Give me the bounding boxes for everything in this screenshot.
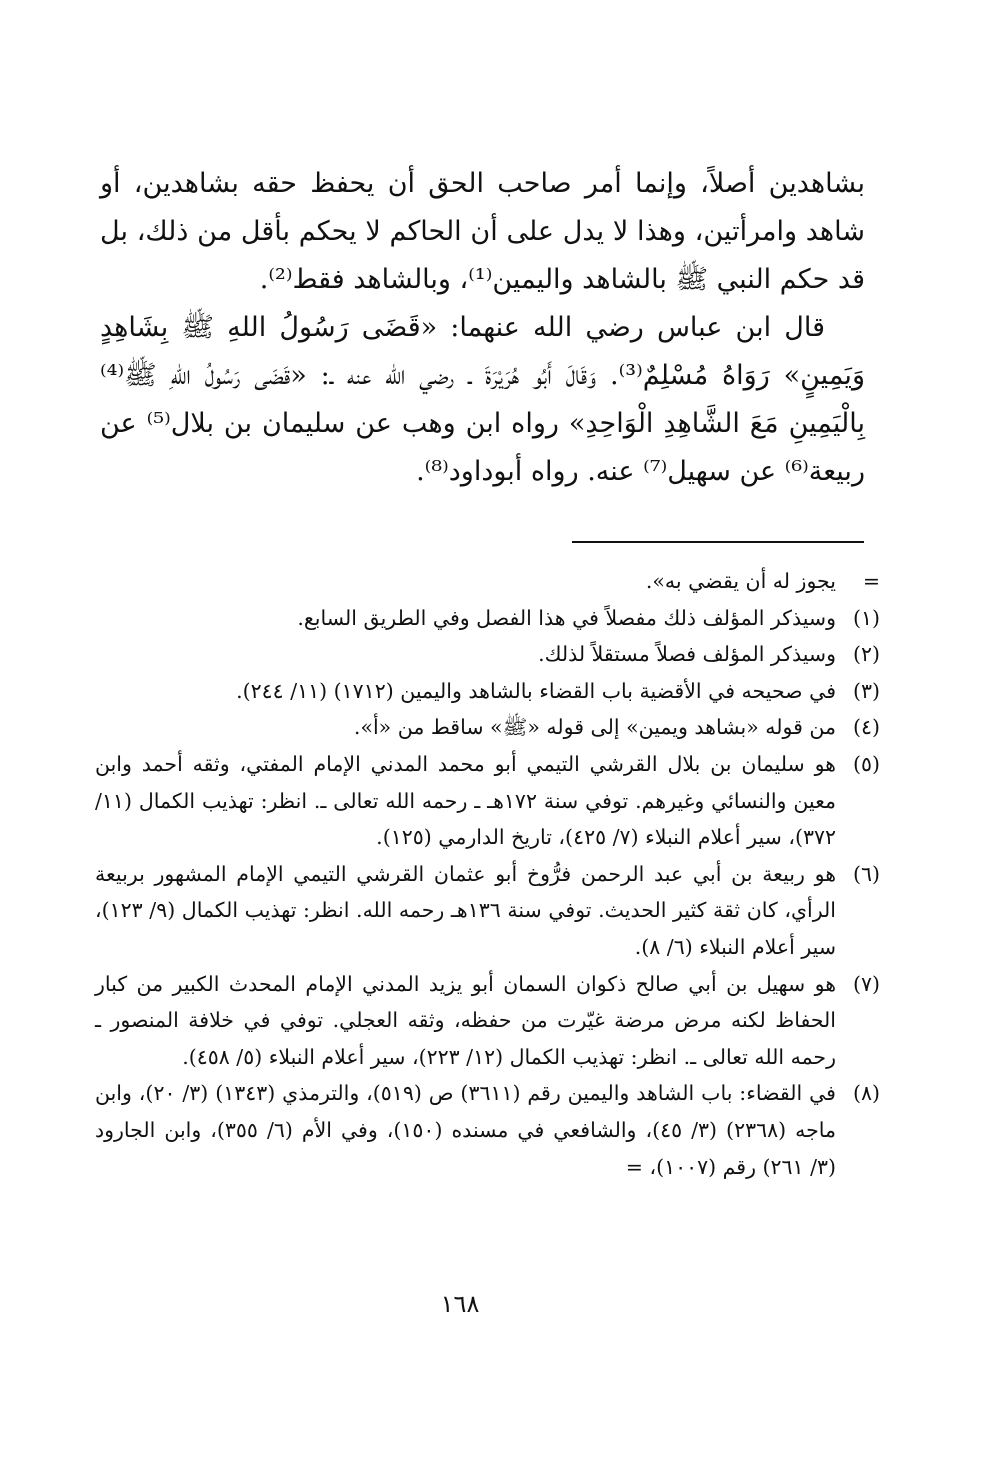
main-paragraph: بشاهدين أصلاً، وإنما أمر صاحب الحق أن يحفظ حقه بشاهدين، أو شاهد وامرأتين، وهذا لا يدل على أن الحاكم لا يحكم بأقل من ذلك، بل قد حكم النبي ﷺ بالشاهد واليمين⁽¹⁾، وبالشاهد فقط⁽²⁾. <box>100 168 865 295</box>
footnote-item <box>95 673 880 710</box>
footnote-number: (٤) <box>852 715 880 740</box>
footnote-text: وسيذكر المؤلف ذلك مفصلاً في هذا الفصل وفي الطريق السابع. <box>297 605 836 630</box>
footnote-text: في القضاء: باب الشاهد واليمين رقم (٣٦١١) ص (٥١٩)، والترمذي (١٣٤٣) (٣/ ٢٠)، وابن ماجه (٢٣٦٨) (٣/ ٤٥)، والشافعي في مسنده (١٥٠)، وفي الأم (٦/ ٣٥٥)، وابن الجارود (٣/ ٢٦١) رقم (١٠٠٧)، = <box>95 1081 837 1179</box>
footnote-item <box>95 1075 880 1185</box>
footnote-item <box>95 856 880 966</box>
footnote-text: هو سهيل بن أبي صالح ذكوان السمان أبو يزيد المدني الإمام المحدث الكبير من كبار الحفاظ لكنه مرض مرضة غيّرت من حفظه، وثقه العجلي. توفي في خلافة المنصور ـ رحمه الله تعالى ـ. انظر: تهذيب الكمال (١٢/ ٢٢٣)، سير أعلام النبلاء (٥/ ٤٥٨). <box>95 971 836 1069</box>
footnote-number: (٥) <box>852 751 880 776</box>
footnote-number: (٣) <box>852 678 880 703</box>
main-text-body <box>100 160 865 496</box>
footnote-number: (٦) <box>852 861 880 886</box>
footnote-text: وسيذكر المؤلف فصلاً مستقلاً لذلك. <box>538 642 836 667</box>
footnote-number: (٢) <box>852 642 880 667</box>
page-number: ١٦٨ <box>440 1290 480 1318</box>
footnote-number: (٧) <box>852 971 880 996</box>
footnote-item <box>95 563 880 600</box>
main-paragraph: قال ابن عباس رضي الله عنهما: «قَضَى رَسُولُ اللهِ ﷺ بِشَاهِدٍ وَيَمِينٍ» رَوَاهُ مُسْلِمٌ⁽³⁾. وَقَالَ أَبُو هُرَيْرَةَ ـ رضي الله عنه ـ: «قَضَى رَسُولُ اللهِ ﷺ⁽⁴⁾ بِالْيَمِينِ مَعَ الشَّاهِدِ الْوَاحِدِ» رواه ابن وهب عن سليمان بن بلال⁽⁵⁾ عن ربيعة⁽⁶⁾ عن سهيل⁽⁷⁾ عنه. رواه أبوداود⁽⁸⁾. <box>100 312 865 487</box>
footnote-item <box>95 636 880 673</box>
footnote-number: (٨) <box>852 1081 880 1106</box>
footnote-item <box>95 600 880 637</box>
footnote-separator <box>572 541 864 543</box>
footnote-item <box>95 709 880 746</box>
footnote-item <box>95 746 880 856</box>
footnote-text: هو ربيعة بن أبي عبد الرحمن فرُّوخ أبو عثمان القرشي التيمي الإمام المشهور بربيعة الرأي، كان ثقة كثير الحديث. توفي سنة ١٣٦هـ رحمه الله. انظر: تهذيب الكمال (٩/ ١٢٣)، سير أعلام النبلاء (٦/ ٨). <box>95 861 836 959</box>
footnote-text: من قوله «بشاهد ويمين» إلى قوله «ﷺ» ساقط من «أ». <box>353 715 836 740</box>
footnote-text: يجوز له أن يقضي به». <box>645 569 836 593</box>
footnote-number: (١) <box>852 605 880 630</box>
footnotes-section <box>95 563 880 1185</box>
footnote-item <box>95 966 880 1076</box>
footnote-text: في صحيحه في الأقضية باب القضاء بالشاهد واليمين (١٧١٢) (١١/ ٢٤٤). <box>236 678 836 703</box>
footnote-text: هو سليمان بن بلال القرشي التيمي أبو محمد المدني الإمام المفتي، وثقه أحمد وابن معين والنسائي وغيرهم. توفي سنة ١٧٢هـ ـ رحمه الله تعالى ـ. انظر: تهذيب الكمال (١١/ ٣٧٢)، سير أعلام النبلاء (٧/ ٤٢٥)، تاريخ الدارمي (١٢٥). <box>95 751 836 850</box>
footnote-number: = <box>862 569 880 593</box>
